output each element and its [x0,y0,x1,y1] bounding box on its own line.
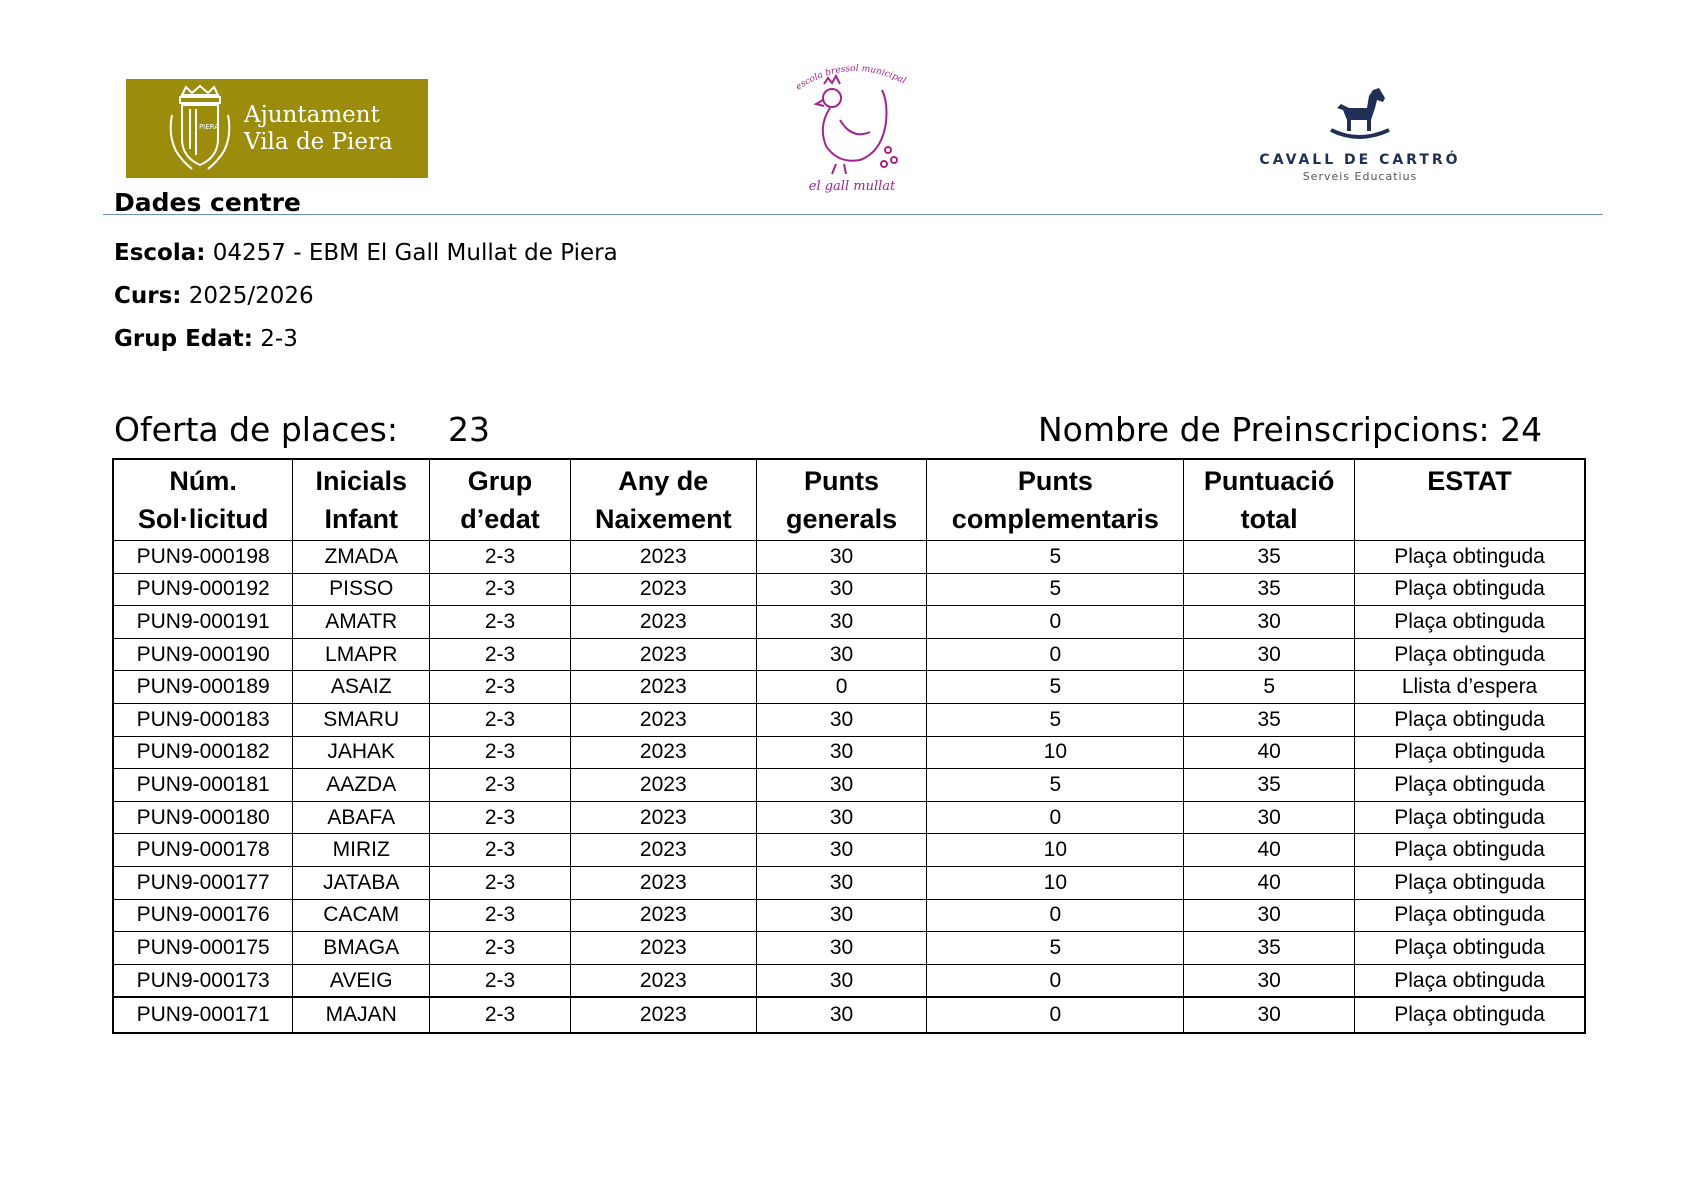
cavall-de-cartro-logo [1250,86,1470,190]
table-cell: 35 [1184,703,1355,736]
table-row [113,703,1585,736]
grup-label: Grup Edat: [114,326,253,352]
column-header [430,459,571,541]
section-title: Dades centre [114,188,301,217]
table-cell: 30 [756,964,927,997]
cavall-tagline: Serveis Educatius [1302,170,1418,183]
table-cell: 40 [1184,834,1355,867]
column-header-line1: Inicials [315,466,407,496]
table-cell: 10 [927,866,1184,899]
table-cell: Plaça obtinguda [1355,899,1585,932]
table-cell: 10 [927,834,1184,867]
table-cell: SMARU [293,703,430,736]
column-header-line1: Puntuació [1203,466,1335,496]
column-header-line2: d’edat [460,504,540,534]
table-cell: 30 [756,736,927,769]
table-cell: 30 [1184,997,1355,1033]
table-cell: 30 [756,866,927,899]
table-cell: 30 [756,801,927,834]
table-cell: 2023 [570,671,756,704]
table-cell: CACAM [293,899,430,932]
table-cell: 5 [1184,671,1355,704]
table-row [113,671,1585,704]
table-cell: 0 [927,638,1184,671]
column-header-line1: Punts [804,466,880,496]
table-cell: 2-3 [430,899,571,932]
table-cell: 5 [927,769,1184,802]
table-cell: 2023 [570,834,756,867]
svg-text:escola bressol municipal: escola bressol municipal [794,63,908,93]
table-cell: 5 [927,573,1184,606]
column-header-line2: total [1240,504,1298,534]
table-row [113,834,1585,867]
table-cell: Plaça obtinguda [1355,703,1585,736]
rocking-horse-icon [1325,86,1395,146]
oferta-label: Oferta de places: [114,410,398,449]
table-cell: 2-3 [430,541,571,574]
preinscripcions [1038,410,1542,449]
table-cell: Plaça obtinguda [1355,736,1585,769]
header-divider [103,214,1603,215]
table-cell: 2023 [570,573,756,606]
ajuntament-line1: Ajuntament [244,101,380,128]
table-cell: 2-3 [430,834,571,867]
table-cell: 2-3 [430,671,571,704]
column-header-line1: Grup [467,466,533,496]
column-header-line1: ESTAT [1427,466,1512,496]
table-cell: PUN9-000182 [113,736,293,769]
table-row [113,964,1585,997]
table-cell: 2023 [570,703,756,736]
table-header-row [113,459,1585,541]
table-row [113,866,1585,899]
column-header-line1: Núm. [169,466,237,496]
column-header-line2: Sol·licitud [137,504,269,534]
table-cell: 2-3 [430,866,571,899]
table-cell: PUN9-000198 [113,541,293,574]
preinscripcions-value: 24 [1500,410,1543,449]
table-cell: PUN9-000177 [113,866,293,899]
table-cell: 10 [927,736,1184,769]
table-cell: PUN9-000175 [113,932,293,965]
table-cell: 40 [1184,866,1355,899]
column-header [756,459,927,541]
table-cell: 30 [756,638,927,671]
table-cell: 40 [1184,736,1355,769]
table-cell: 35 [1184,932,1355,965]
column-header-line2: generals [786,504,898,534]
table-cell: BMAGA [293,932,430,965]
results-table [112,458,1586,1034]
table-cell: 2023 [570,964,756,997]
table-cell: 30 [1184,964,1355,997]
column-header-line2: Naixement [595,504,732,534]
ajuntament-logo [126,79,428,178]
table-cell: 35 [1184,769,1355,802]
table-cell: Plaça obtinguda [1355,638,1585,671]
column-header-line1: Any de [618,466,709,496]
table-cell: PUN9-000183 [113,703,293,736]
svg-text:PIERA: PIERA [198,122,220,131]
table-cell: 5 [927,671,1184,704]
table-cell: ABAFA [293,801,430,834]
preinscripcions-label: Nombre de Preinscripcions: [1038,410,1490,449]
table-cell: 2023 [570,932,756,965]
table-cell: 2023 [570,736,756,769]
table-cell: Plaça obtinguda [1355,573,1585,606]
table-cell: ASAIZ [293,671,430,704]
table-cell: 2-3 [430,964,571,997]
table-cell: AAZDA [293,769,430,802]
table-row [113,932,1585,965]
table-cell: Plaça obtinguda [1355,834,1585,867]
escola-value: 04257 - EBM El Gall Mullat de Piera [205,240,618,266]
column-header-line2: complementaris [951,504,1159,534]
table-cell: 2023 [570,899,756,932]
table-cell: PUN9-000192 [113,573,293,606]
table-cell: PUN9-000181 [113,769,293,802]
cavall-brand: CAVALL DE CARTRÓ [1259,152,1461,168]
table-cell: 2-3 [430,703,571,736]
table-cell: 30 [1184,606,1355,639]
table-row [113,638,1585,671]
table-cell: 5 [927,703,1184,736]
escola-label: Escola: [114,240,206,266]
table-cell: 2023 [570,866,756,899]
table-cell: JATABA [293,866,430,899]
table-cell: Plaça obtinguda [1355,997,1585,1033]
table-cell: 30 [756,541,927,574]
table-cell: 30 [756,769,927,802]
table-cell: 2-3 [430,769,571,802]
table-cell: 2023 [570,541,756,574]
table-row [113,736,1585,769]
table-cell: 2-3 [430,638,571,671]
table-cell: JAHAK [293,736,430,769]
table-cell: 0 [927,899,1184,932]
table-cell: 35 [1184,541,1355,574]
gall-mullat-logo [790,60,915,200]
table-cell: PUN9-000189 [113,671,293,704]
table-row [113,606,1585,639]
table-cell: Plaça obtinguda [1355,964,1585,997]
table-cell: 0 [927,606,1184,639]
table-cell: AVEIG [293,964,430,997]
table-cell: 0 [927,964,1184,997]
table-row [113,769,1585,802]
table-cell: 30 [756,573,927,606]
table-cell: 2-3 [430,997,571,1033]
table-cell: 30 [756,703,927,736]
table-cell: 30 [1184,638,1355,671]
table-cell: 5 [927,541,1184,574]
curs-info [114,283,314,309]
table-cell: Plaça obtinguda [1355,606,1585,639]
column-header [293,459,430,541]
table-cell: 2023 [570,606,756,639]
table-cell: Plaça obtinguda [1355,932,1585,965]
table-cell: Plaça obtinguda [1355,541,1585,574]
table-cell: 30 [1184,801,1355,834]
svg-text:el gall mullat: el gall mullat [808,179,896,194]
escola-info [114,240,618,266]
table-cell: 5 [927,932,1184,965]
table-cell: 30 [756,606,927,639]
table-cell: PUN9-000178 [113,834,293,867]
table-cell: 35 [1184,573,1355,606]
table-cell: Plaça obtinguda [1355,769,1585,802]
table-cell: 2023 [570,997,756,1033]
table-row [113,899,1585,932]
table-cell: PUN9-000190 [113,638,293,671]
table-cell: Plaça obtinguda [1355,866,1585,899]
column-header-line2: Infant [324,504,398,534]
grup-edat-info [114,326,298,352]
table-cell: 0 [927,997,1184,1033]
table-cell: 30 [756,834,927,867]
table-cell: PUN9-000180 [113,801,293,834]
table-cell: 2023 [570,638,756,671]
table-cell: PUN9-000173 [113,964,293,997]
column-header [113,459,293,541]
table-cell: 2-3 [430,801,571,834]
table-cell: LMAPR [293,638,430,671]
table-cell: 30 [756,997,927,1033]
table-cell: 30 [756,932,927,965]
table-cell: PUN9-000191 [113,606,293,639]
table-cell: 30 [1184,899,1355,932]
curs-value: 2025/2026 [181,283,314,309]
crest-icon [168,85,232,173]
column-header [1355,459,1585,541]
table-cell: PUN9-000171 [113,997,293,1033]
column-header [570,459,756,541]
table-cell: 2-3 [430,573,571,606]
ajuntament-line2: Vila de Piera [244,128,393,155]
oferta-value: 23 [447,410,490,449]
table-cell: 30 [756,899,927,932]
table-cell: 0 [756,671,927,704]
table-cell: PISSO [293,573,430,606]
table-cell: AMATR [293,606,430,639]
table-cell: 0 [927,801,1184,834]
table-cell: 2-3 [430,736,571,769]
table-row [113,573,1585,606]
table-cell: ZMADA [293,541,430,574]
column-header [1184,459,1355,541]
column-header-line1: Punts [1017,466,1093,496]
curs-label: Curs: [114,283,182,309]
table-row [113,541,1585,574]
column-header [927,459,1184,541]
table-cell: 2-3 [430,932,571,965]
table-cell: 2023 [570,769,756,802]
table-cell: MAJAN [293,997,430,1033]
table-row [113,997,1585,1033]
grup-value: 2-3 [252,326,298,352]
table-cell: Plaça obtinguda [1355,801,1585,834]
table-cell: PUN9-000176 [113,899,293,932]
table-cell: Llista d’espera [1355,671,1585,704]
table-cell: 2-3 [430,606,571,639]
table-row [113,801,1585,834]
table-cell: MIRIZ [293,834,430,867]
oferta-places [114,410,490,449]
table-cell: 2023 [570,801,756,834]
